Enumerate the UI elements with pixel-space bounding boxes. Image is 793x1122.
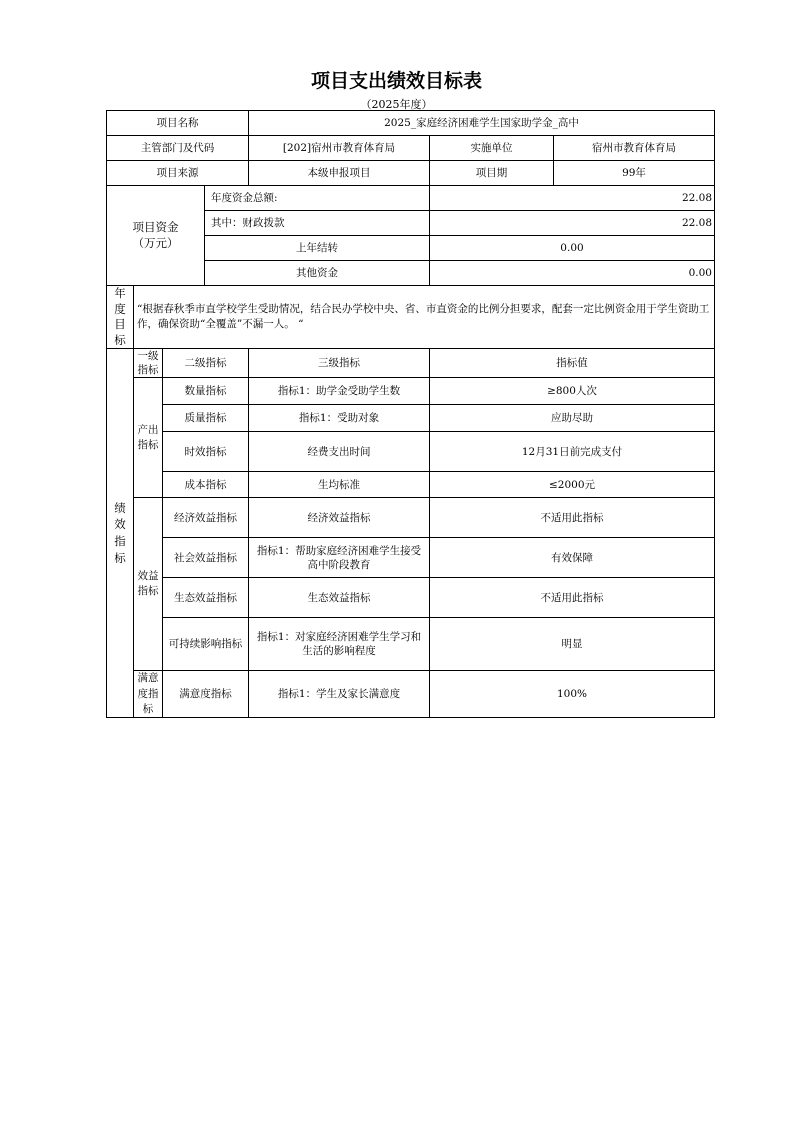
- satisfaction-label-line3: 标: [142, 702, 154, 715]
- funds-fiscal-value: 22.08: [430, 211, 715, 236]
- table-row-level2: 时效指标: [163, 432, 249, 472]
- source-value: 本级申报项目: [249, 161, 430, 186]
- table-row-level2: 数量指标: [163, 378, 249, 405]
- output-label: [134, 378, 163, 498]
- page-title: 项目支出绩效目标表: [310, 70, 482, 92]
- table-row-value: 不适用此指标: [430, 578, 715, 618]
- project-name-label: 项目名称: [107, 111, 249, 136]
- table-row-level3: [249, 618, 430, 671]
- table-row-value: 有效保障: [430, 538, 715, 578]
- header-level1-line2: 指标: [137, 364, 159, 377]
- table-row-value: 应助尽助: [430, 405, 715, 432]
- benefit-label-line1: 效益: [137, 570, 159, 583]
- period-value: 99年: [554, 161, 715, 186]
- period-label: 项目期: [430, 161, 554, 186]
- table-row-level3: 经济效益指标: [249, 498, 430, 538]
- dept-label: 主管部门及代码: [107, 136, 249, 161]
- level3-line2: 高中阶段教育: [307, 558, 371, 571]
- table-row-value: 12月31日前完成支付: [430, 432, 715, 472]
- header-level3: 三级指标: [249, 349, 430, 378]
- header-level2: 二级指标: [163, 349, 249, 378]
- output-label-line1: 产出: [137, 423, 159, 436]
- table-row-level2: 社会效益指标: [163, 538, 249, 578]
- dept-value: [202]宿州市教育体育局: [249, 136, 430, 161]
- satisfaction-label-line1: 满意: [137, 672, 159, 685]
- level3-line1: 指标1：对家庭经济困难学生学习和: [256, 631, 422, 644]
- funds-carryover-label: 上年结转: [205, 236, 430, 261]
- funds-total-label: 年度资金总额:: [205, 186, 430, 211]
- header-level1-line1: 一级: [137, 350, 159, 363]
- perf-label-char: 效: [114, 517, 126, 532]
- table-row-level2: 可持续影响指标: [163, 618, 249, 671]
- table-row-level3: 指标1：助学金受助学生数: [249, 378, 430, 405]
- satisfaction-label: [134, 671, 163, 718]
- funds-total-value: 22.08: [430, 186, 715, 211]
- level3-line1: 指标1：帮助家庭经济困难学生接受: [256, 544, 422, 557]
- perf-label-char: 标: [114, 550, 126, 565]
- satisfaction-label-line2: 度指: [137, 687, 159, 700]
- project-name-value: 2025_家庭经济困难学生国家助学金_高中: [249, 111, 715, 136]
- table-row-level2: 质量指标: [163, 405, 249, 432]
- perf-label-char: 指: [114, 534, 126, 549]
- table-row-level3: [249, 538, 430, 578]
- funds-label: [107, 186, 205, 286]
- table-row-level3: 经费支出时间: [249, 432, 430, 472]
- table-row-value: 明显: [430, 618, 715, 671]
- benefit-label: [134, 498, 163, 671]
- table-row-level3: 生态效益指标: [249, 578, 430, 618]
- table-row-level3: 指标1：受助对象: [249, 405, 430, 432]
- performance-table: [106, 110, 715, 718]
- funds-carryover-value: 0.00: [430, 236, 715, 261]
- goal-label-line1: 年度: [114, 286, 126, 316]
- table-row-value: 100%: [430, 671, 715, 718]
- year-label: （2025年度）: [360, 98, 433, 111]
- table-row-level2: 成本指标: [163, 472, 249, 498]
- source-label: 项目来源: [107, 161, 249, 186]
- benefit-label-line2: 指标: [137, 585, 159, 598]
- table-row-value: 不适用此指标: [430, 498, 715, 538]
- impl-unit-label: 实施单位: [430, 136, 554, 161]
- goal-text: “根据春秋季市直学校学生受助情况，结合民办学校中央、省、市直资金的比例分担要求，配套一定比例资金用于学生资助工作，确保资助“全覆盖”不漏一人。 “: [134, 286, 715, 349]
- impl-unit-value: 宿州市教育体育局: [554, 136, 715, 161]
- header-level1: [134, 349, 163, 378]
- funds-label-line1: 项目资金: [132, 219, 179, 234]
- funds-other-label: 其他资金: [205, 261, 430, 286]
- level3-line2: 生活的影响程度: [302, 645, 376, 658]
- output-label-line2: 指标: [137, 438, 159, 451]
- funds-fiscal-label: 其中：财政拨款: [205, 211, 430, 236]
- table-row-value: ≥800人次: [430, 378, 715, 405]
- header-value: 指标值: [430, 349, 715, 378]
- table-row-level3: 指标1：学生及家长满意度: [249, 671, 430, 718]
- table-row-level2: 生态效益指标: [163, 578, 249, 618]
- funds-label-line2: （万元）: [132, 235, 179, 250]
- goal-label-line2: 目标: [114, 317, 126, 347]
- perf-label-char: 绩: [114, 500, 126, 515]
- table-row-value: ≤2000元: [430, 472, 715, 498]
- goal-label: [107, 286, 134, 349]
- table-row-level2: 经济效益指标: [163, 498, 249, 538]
- funds-other-value: 0.00: [430, 261, 715, 286]
- table-row-level3: 生均标准: [249, 472, 430, 498]
- table-row-level2: 满意度指标: [163, 671, 249, 718]
- perf-label: [107, 349, 134, 718]
